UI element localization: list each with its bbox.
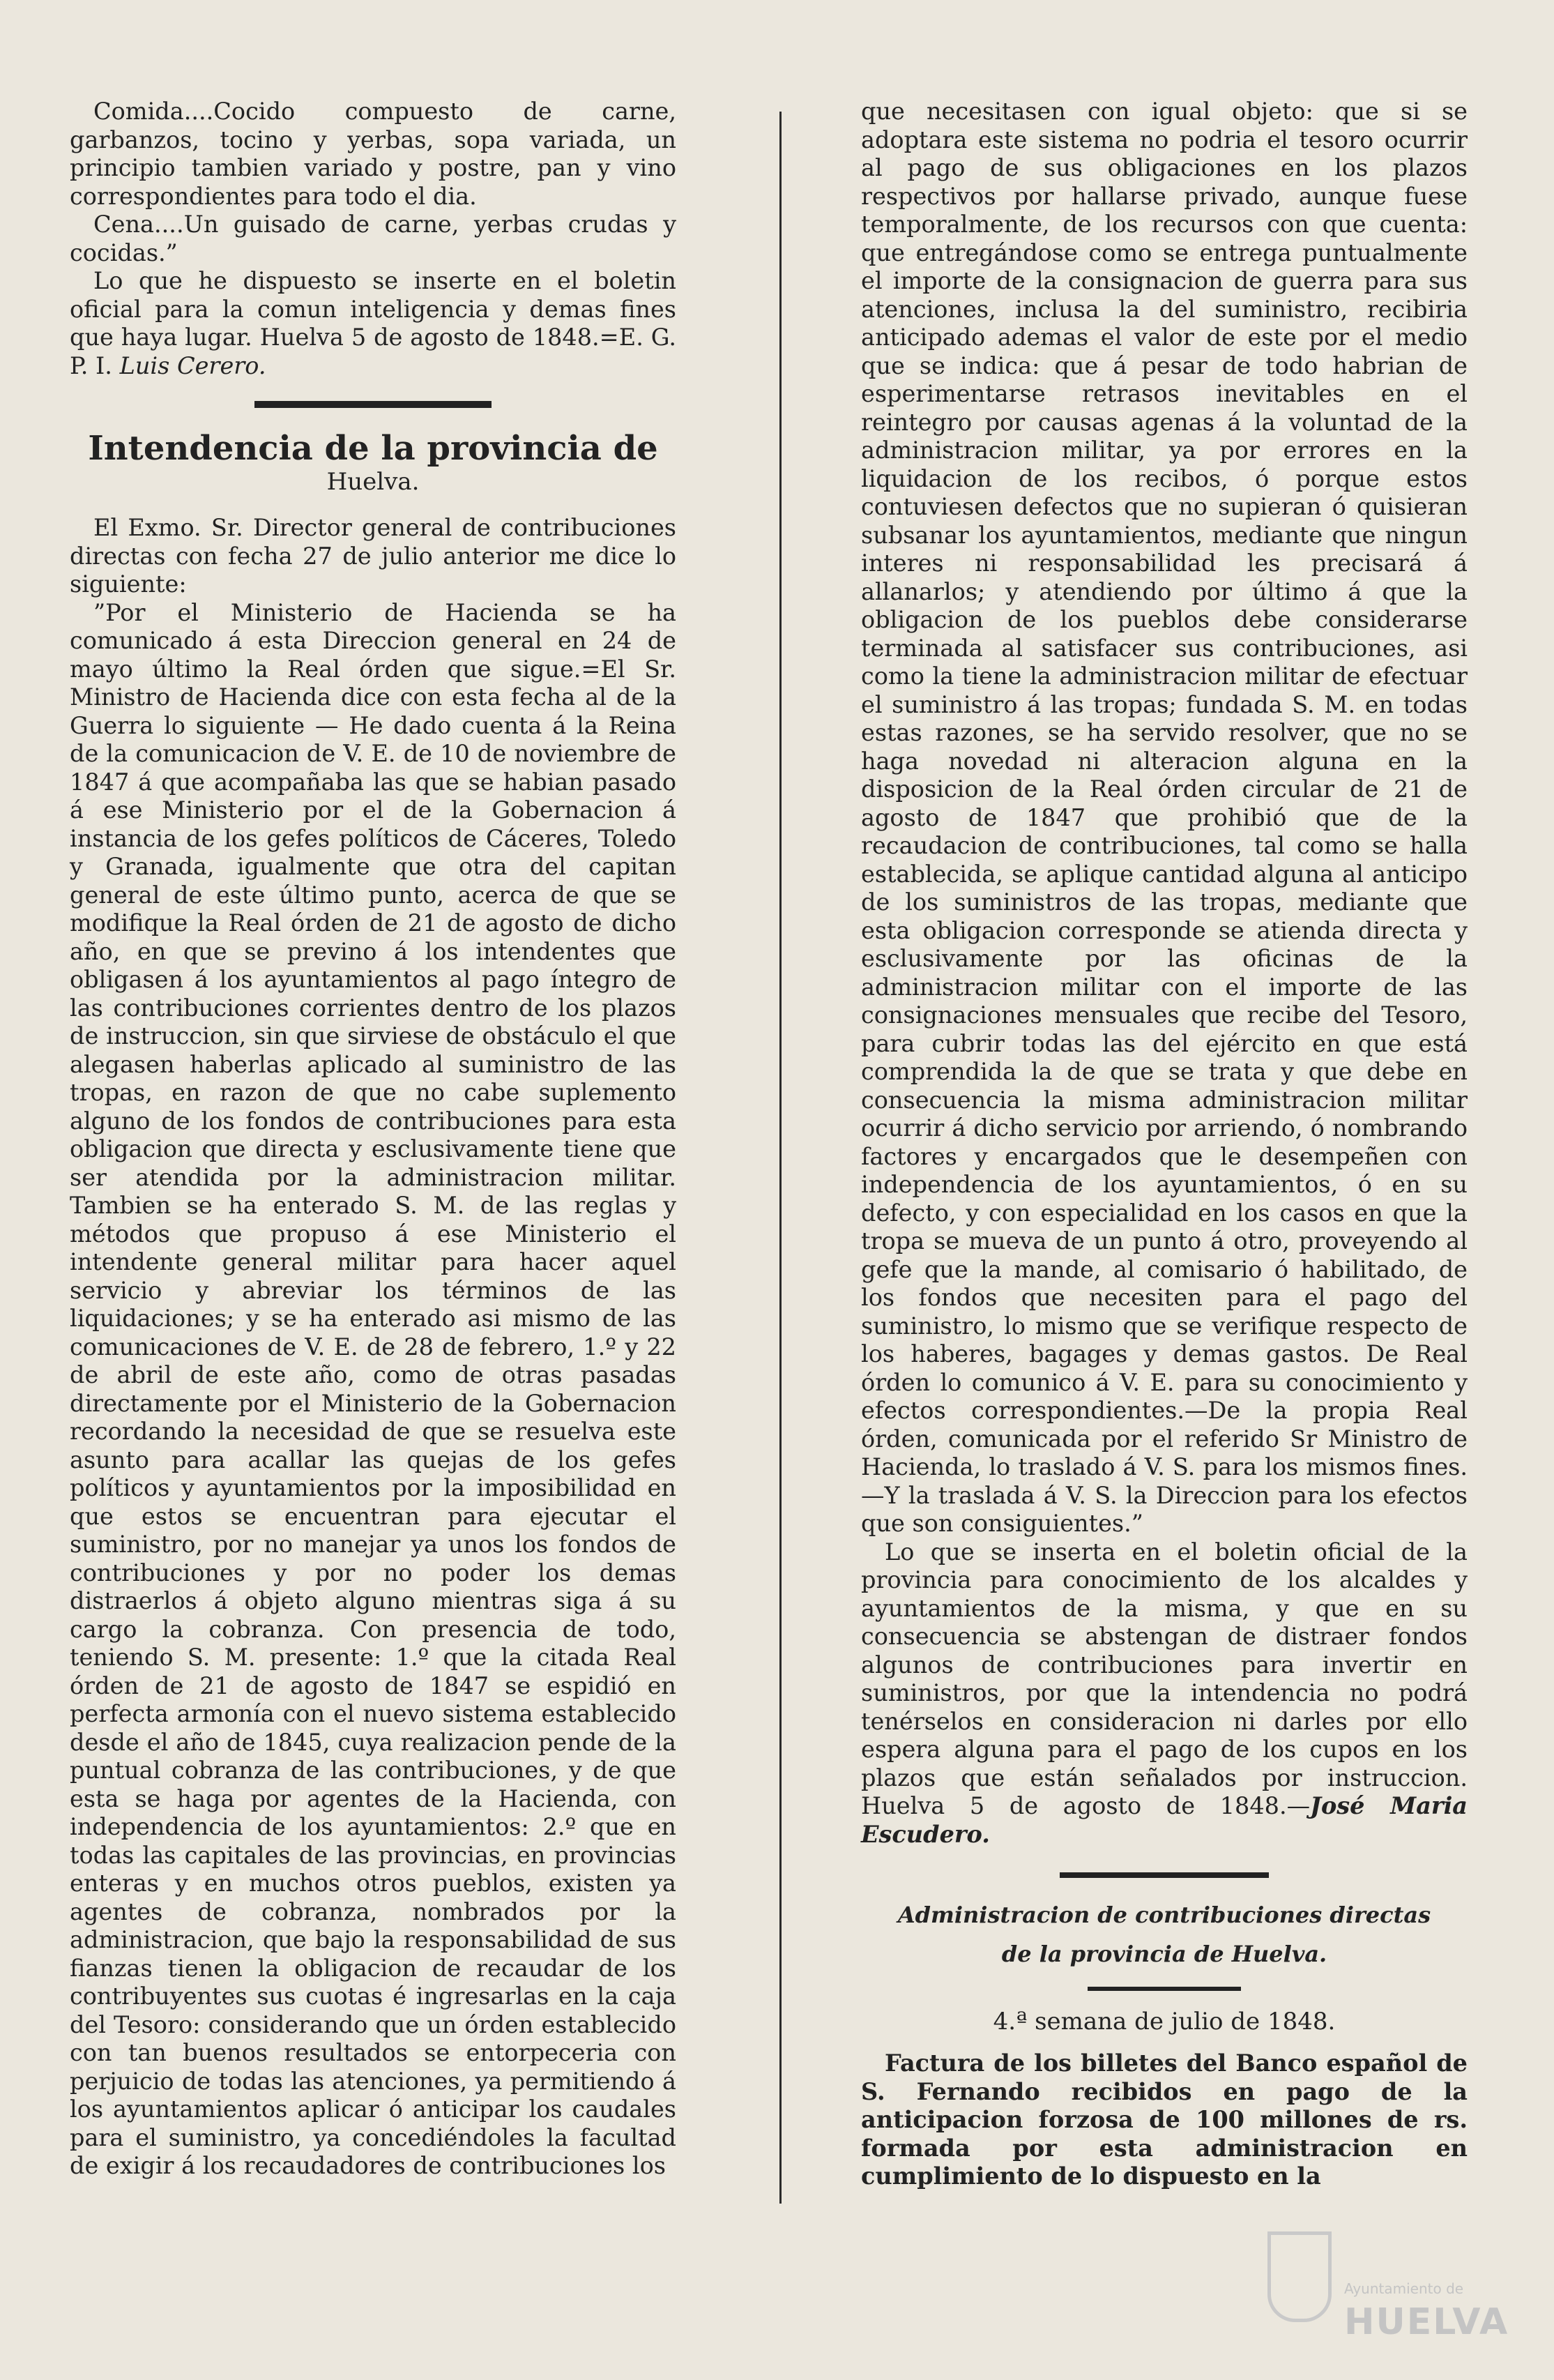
ministry-order-paragraph: ”Por el Ministerio de Hacienda se ha comunicado á esta Direccion general en 24 de mayo último la Real órden que sigue.=El Sr. Ministro de Hacienda dice con esta fecha al de la Guerra lo siguiente — He dado cuenta á la Reina de la comunicacion de V. E. de 10 de noviembre de 1847 á que acompañaba las que se habian pasado á ese Ministerio por el de la Gobernacion á instancia de los gefes políticos de Cáceres, Toledo y Granada, igualmente que otra del capitan general de este último punto, acerca de que se modifique la Real órden de 21 de agosto de dicho año, en que se previno á los intendentes que obligasen á los ayuntamientos al pago íntegro de las contribuciones corrientes dentro de los plazos de instruccion, sin que sirviese de obstáculo el que alegasen haberlas aplicado al suministro de las tropas, en razon de que no cabe suplemento alguno de los fondos de contribuciones para esta obligacion que directa y esclusivamente tiene que ser atendida por la administracion militar. Tambien se ha enterado S. M. de las reglas y métodos que propuso á ese Ministerio el intendente general militar para hacer aquel servicio y abreviar los términos de las liquidaciones; y se ha enterado asi mismo de las comunicaciones de V. E. de 28 de febrero, 1.º y 22 de abril de este año, como de otras pasadas directamente por el Ministerio de la Gobernacion recordando la necesidad de que se resuelva este asunto para acallar las quejas de los gefes políticos y ayuntamientos por la imposibilidad en que estos se encuentran para ejecutar el suministro, por no manejar ya unos los fondos de contribuciones y por no poder los demas distraerlos á objeto alguno mientras siga á su cargo la cobranza. Con presencia de todo, teniendo S. M. presente: 1.º que la citada Real órden de 21 de agosto de 1847 se espidió en perfecta armonía con el nuevo sistema establecido desde el año de 1845, cuya realizacion pende de la puntual cobranza de las contribuciones, y de que esta se haga por agentes de la Hacienda, con independencia de los ayuntamientos: 2.º que en todas las capitales de las provincias, en provincias enteras y en muchos otros pueblos, existen ya agentes de cobranza, nombrados por la administracion, que bajo la responsabilidad de sus fianzas tienen la obligacion de recaudar de los contribuyentes sus cuotas é ingresarlas en la caja del Tesoro: considerando que un órden establecido con tan buenos resultados se entorpeceria con perjuicio de todas las atenciones, ya permitiendo á los ayuntamientos aplicar ó anticipar los caudales para el suministro, ya concediéndoles la facultad de exigir á los recaudadores de contribuciones los (70, 598, 676, 2179)
administracion-title-line2: de la provincia de Huelva. (1001, 1941, 1327, 1967)
director-intro-paragraph: El Exmo. Sr. Director general de contribuciones directas con fecha 27 de julio anterior me dice lo siguiente: (70, 514, 676, 598)
administracion-title-line1: Administracion de contribuciones directas (897, 1902, 1431, 1928)
watermark-small-text: Ayuntamiento de (1344, 2280, 1464, 2297)
coat-of-arms-icon (1267, 2231, 1332, 2322)
left-column (70, 98, 676, 2181)
intendencia-heading: Intendencia de la provincia de (88, 429, 658, 468)
publication-paragraph: Lo que se inserta en el boletin oficial de la provincia para conocimiento de los alcaldes y ayuntamientos de la misma, y que en su consecuencia se abstengan de distraer fondos algunos de contribuciones para invertir en suministros, por que la intendencia no podrá tenérselos en consideracion ni darles por ello espera alguna para el pago de los cupos en los plazos que están señalados por instruccion. Huelva 5 de agosto de 1848.—José Maria Escudero. (861, 1538, 1468, 1848)
menu-cena-paragraph: Cena....Un guisado de carne, yerbas crudas y cocidas.” (70, 211, 676, 266)
thin-separator (1088, 1987, 1241, 1991)
right-column (861, 98, 1468, 2191)
order-continuation-paragraph: que necesitasen con igual objeto: que si se adoptara este sistema no podria el tesoro ocurrir al pago de sus obligaciones en los plazos respectivos por hallarse privado, aunque fuese temporalmente, de los recursos con que cuenta: que entregándose como se entrega puntualmente el importe de la consignacion de guerra para sus atenciones, inclusa la del suministro, recibiria anticipado ademas el valor de este por el medio que se indica: que á pesar de todo habrian de esperimentarse retrasos inevitables en el reintegro por causas agenas á la voluntad de la administracion militar, ya por errores en la liquidacion de los recibos, ó porque estos contuviesen defectos que no supieran ó quisieran subsanar los ayuntamientos, mediante que ningun interes ni responsabilidad les precisará á allanarlos; y atendiendo por último á que la obligacion de los pueblos debe considerarse terminada al satisfacer sus contribuciones, asi como la tiene la administracion militar de efectuar el suministro á las tropas; fundada S. M. en todas estas razones, se ha servido resolver, que no se haga novedad ni alteracion alguna en la disposicion de la Real órden circular de 21 de agosto de 1847 que prohibió que de la recaudacion de contribuciones, tal como se halla establecida, se aplique cantidad alguna al anticipo de los suministros de las tropas, mediante que esta obligacion corresponde se atienda directa y esclusivamente por las oficinas de la administracion militar con el importe de las consignaciones mensuales que recibe del Tesoro, para cubrir todas las del ejército en que está comprendida la de que se trata y que debe en consecuencia la misma administracion militar ocurrir á dicho servicio por arriendo, ó nombrando factores y encargados que le desempeñen con independencia de los ayuntamientos, ó en su defecto, y con especialidad en los casos en que la tropa se mueva de un punto á otro, proveyendo al gefe que la mande, al comisario ó habilitado, de los fondos que necesiten para el pago del suministro, lo mismo que se verifique respecto de los haberes, bagages y demas gastos. De Real órden lo comunico á V. E. para su conocimiento y efectos correspondientes.—De la propia Real órden, comunicada por el referido Sr Ministro de Hacienda, lo traslado á V. S. para los mismos fines.—Y la traslada á V. S. la Direccion para los efectos que son consiguientes.” (861, 98, 1468, 1537)
section-separator-right (1060, 1872, 1269, 1878)
week-heading: 4.ª semana de julio de 1848. (993, 2008, 1336, 2036)
huelva-watermark (1267, 2231, 1546, 2371)
section-separator (254, 401, 492, 408)
factura-paragraph: Factura de los billetes del Banco español de S. Fernando recibidos en pago de la anticipacion forzosa de 100 millones de rs. formada por esta administracion en cumplimiento de lo dispuesto en la (861, 2049, 1468, 2190)
column-divider (779, 112, 782, 2204)
signature-luis-cerero: Luis Cerero. (119, 351, 266, 379)
order-paragraph: Lo que he dispuesto se inserte en el boletin oficial para la comun inteligencia y demas fines que haya lugar. Huelva 5 de agosto de 1848.=E. G. P. I. Luis Cerero. (70, 267, 676, 379)
watermark-big-text: HUELVA (1344, 2301, 1509, 2343)
intendencia-subheading: Huelva. (326, 468, 420, 496)
menu-comida-paragraph: Comida....Cocido compuesto de carne, garbanzos, tocino y yerbas, sopa variada, un principio tambien variado y postre, pan y vino correspondientes para todo el dia. (70, 98, 676, 210)
signature-jose-maria-escudero: José Maria Escudero. (861, 1792, 1468, 1848)
